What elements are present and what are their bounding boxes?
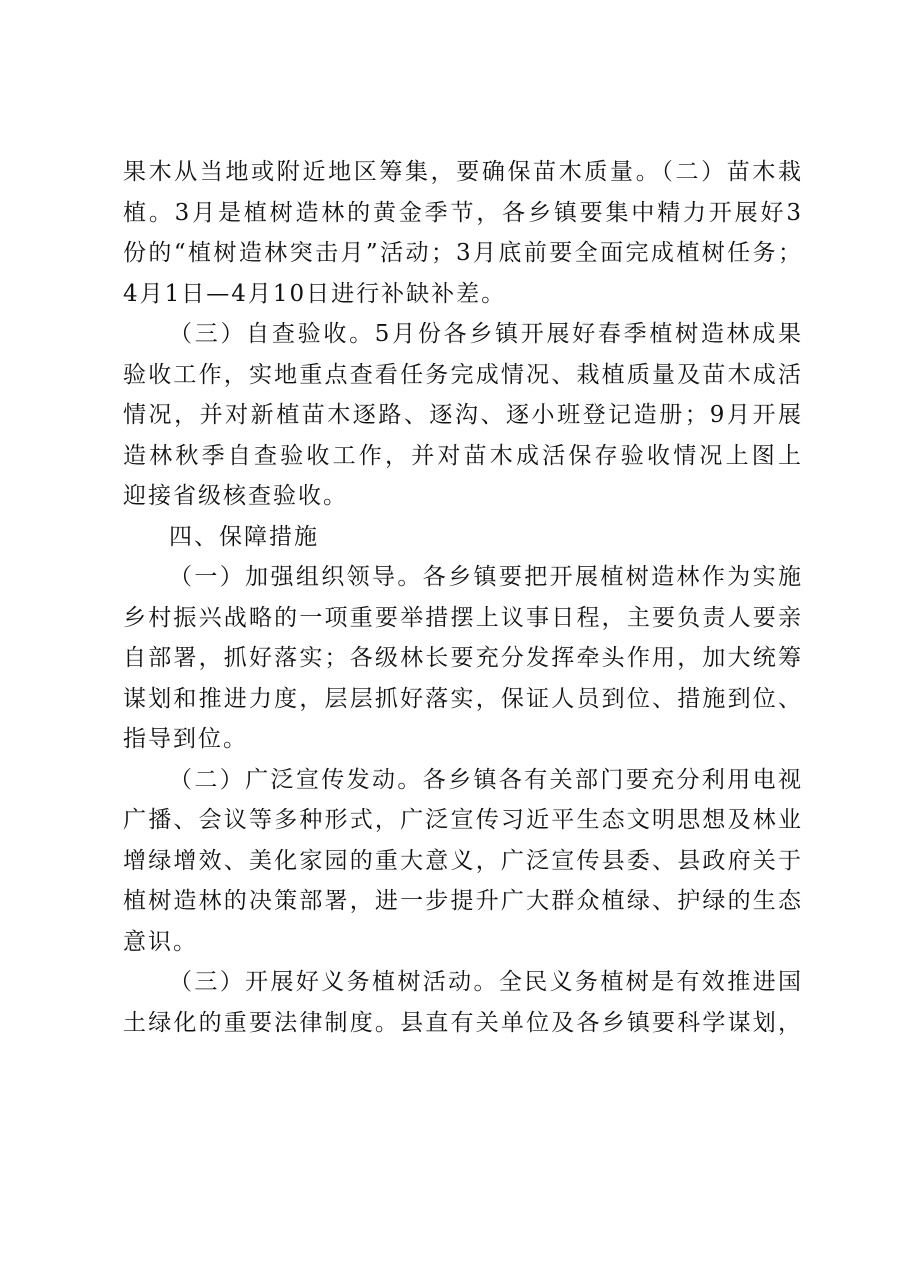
text-line: 迎接省级核查验收。 (123, 483, 348, 509)
text-line: （二）广泛宣传发动。各乡镇各有关部门要充分利用电视 (169, 766, 803, 793)
text-line: 植。3月是植树造林的黄金季节，各乡镇要集中精力开展好3 (123, 199, 803, 226)
text-line: 造林秋季自查验收工作，并对苗木成活保存验收情况上图上 (123, 442, 803, 469)
text-line: 4月1日—4月10日进行补缺补差。 (123, 280, 507, 307)
document-body (123, 152, 803, 1043)
text-line: 指导到位。 (123, 726, 248, 752)
text-line: 意识。 (123, 928, 198, 955)
paragraph-voluntary-tree-planting (123, 962, 803, 1043)
section-heading-safeguards (123, 517, 803, 558)
text-line: 份的“植树造林突击月”活动；3月底前要全面完成植树任务； (123, 240, 803, 266)
paragraph-seedling-planting (123, 152, 803, 314)
text-line: 土绿化的重要法律制度。县直有关单位及各乡镇要科学谋划， (123, 1009, 803, 1036)
paragraph-publicity-mobilization (123, 760, 803, 963)
text-line: （三）开展好义务植树活动。全民义务植树是有效推进国 (169, 969, 803, 995)
paragraph-organization-leadership (123, 557, 803, 760)
text-line: （三）自查验收。5月份各乡镇开展好春季植树造林成果 (169, 321, 803, 347)
text-line: 验收工作，实地重点查看任务完成情况、栽植质量及苗木成活 (123, 361, 803, 388)
text-line: 植树造林的决策部署，进一步提升广大群众植绿、护绿的生态 (123, 888, 803, 914)
paragraph-self-inspection (123, 314, 803, 517)
text-line: 谋划和推进力度，层层抓好落实，保证人员到位、措施到位、 (123, 685, 803, 712)
text-line: 果木从当地或附近地区筹集，要确保苗木质量。（二）苗木栽 (123, 159, 803, 185)
text-line: （一）加强组织领导。各乡镇要把开展植树造林作为实施 (169, 564, 803, 590)
text-line: 情况，并对新植苗木逐路、逐沟、逐小班登记造册；9月开展 (123, 402, 803, 428)
section-heading: 四、保障措施 (169, 523, 319, 550)
text-line: 自部署，抓好落实；各级林长要充分发挥牵头作用，加大统筹 (123, 645, 803, 671)
text-line: 乡村振兴战略的一项重要举措摆上议事日程，主要负责人要亲 (123, 604, 803, 631)
text-line: 广播、会议等多种形式，广泛宣传习近平生态文明思想及林业 (123, 807, 803, 833)
text-line: 增绿增效、美化家园的重大意义，广泛宣传县委、县政府关于 (123, 847, 803, 874)
